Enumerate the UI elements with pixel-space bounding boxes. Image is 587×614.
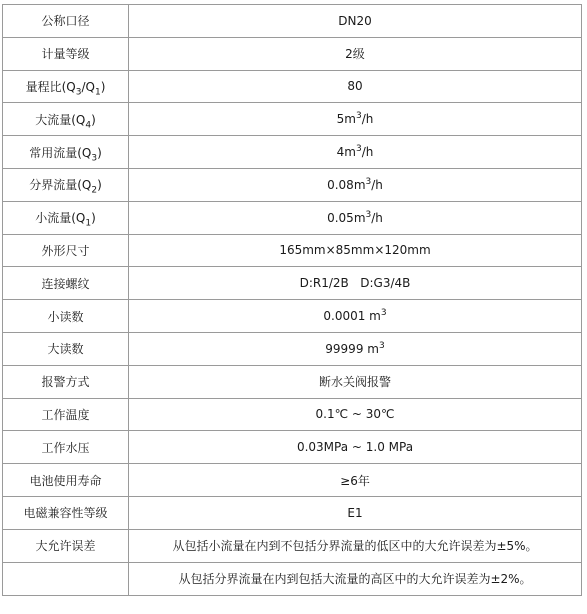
value-text: /h: [371, 210, 383, 225]
value-text: /h: [371, 177, 383, 192]
table-row: [3, 70, 582, 103]
row-value: DN20: [129, 5, 582, 38]
label-text: ): [100, 79, 106, 94]
value-superscript: 3: [380, 308, 387, 319]
table-row: [3, 103, 582, 136]
table-row: [3, 267, 582, 300]
value-text: 0.08m: [327, 177, 366, 192]
table-row: [3, 300, 582, 333]
label-text: 常用流量(Q: [29, 145, 92, 160]
row-value: ≥6年: [129, 464, 582, 497]
value-superscript: 3: [365, 209, 372, 220]
label-subscript: 3: [91, 152, 98, 163]
table-row: [3, 529, 582, 562]
row-value: [129, 103, 582, 136]
row-value: [129, 201, 582, 234]
value-text: /h: [361, 112, 374, 127]
label-text: 小流量(Q: [35, 211, 86, 226]
value-superscript: 3: [378, 340, 385, 351]
row-label: [3, 70, 129, 103]
label-subscript: 1: [85, 218, 92, 229]
row-value: 断水关阀报警: [129, 365, 582, 398]
row-value: [129, 136, 582, 169]
label-subscript: 1: [94, 87, 101, 98]
row-value: 0.1℃ ~ 30℃: [129, 398, 582, 431]
table-row: [3, 464, 582, 497]
row-label: 工作水压: [3, 431, 129, 464]
row-value: 从包括分界流量在内到包括大流量的高区中的大允许误差为±2%。: [129, 562, 582, 595]
row-label: [3, 168, 129, 201]
row-label: [3, 201, 129, 234]
value-text: /h: [361, 145, 374, 160]
row-label: 小读数: [3, 300, 129, 333]
table-row: [3, 496, 582, 529]
row-label: 工作温度: [3, 398, 129, 431]
label-subscript: 3: [75, 87, 82, 98]
row-label: [3, 562, 129, 595]
table-row: [3, 562, 582, 595]
table-row: [3, 201, 582, 234]
table-row: [3, 37, 582, 70]
row-value: D:R1/2B D:G3/4B: [129, 267, 582, 300]
row-value: [129, 168, 582, 201]
row-label: 电池使用寿命: [3, 464, 129, 497]
table-row: [3, 136, 582, 169]
row-value: 从包括小流量在内到不包括分界流量的低区中的大允许误差为±5%。: [129, 529, 582, 562]
label-text: ): [91, 112, 96, 127]
row-label: 大读数: [3, 332, 129, 365]
table-row: [3, 431, 582, 464]
row-label: [3, 103, 129, 136]
row-value: 165mm×85mm×120mm: [129, 234, 582, 267]
value-text: 99999 m: [325, 341, 379, 356]
value-text: 5m: [336, 112, 356, 127]
label-text: /Q: [81, 79, 95, 94]
row-value: [129, 300, 582, 333]
row-value: [129, 332, 582, 365]
row-label: 大允许误差: [3, 529, 129, 562]
label-subscript: 2: [91, 185, 98, 196]
row-label: 电磁兼容性等级: [3, 496, 129, 529]
row-value: 80: [129, 70, 582, 103]
spec-table: [2, 4, 582, 596]
value-text: 4m: [336, 145, 356, 160]
label-text: 大流量(Q: [35, 112, 86, 127]
label-text: ): [97, 178, 102, 193]
table-row: [3, 332, 582, 365]
label-text: ): [97, 145, 102, 160]
table-row: [3, 5, 582, 38]
row-label: 计量等级: [3, 37, 129, 70]
label-text: 量程比(Q: [25, 79, 76, 94]
label-text: 分界流量(Q: [29, 178, 92, 193]
table-row: [3, 398, 582, 431]
row-value: E1: [129, 496, 582, 529]
row-label: 外形尺寸: [3, 234, 129, 267]
row-value: 2级: [129, 37, 582, 70]
row-label: [3, 136, 129, 169]
row-label: 报警方式: [3, 365, 129, 398]
row-label: 公称口径: [3, 5, 129, 38]
value-superscript: 3: [365, 176, 372, 187]
value-text: 0.05m: [327, 210, 366, 225]
value-superscript: 3: [355, 144, 362, 155]
value-text: 0.0001 m: [323, 309, 381, 324]
table-row: [3, 234, 582, 267]
table-row: [3, 168, 582, 201]
table-row: [3, 365, 582, 398]
value-superscript: 3: [355, 111, 362, 122]
row-label: 连接螺纹: [3, 267, 129, 300]
label-text: ): [91, 211, 96, 226]
row-value: 0.03MPa ~ 1.0 MPa: [129, 431, 582, 464]
label-subscript: 4: [85, 120, 92, 131]
